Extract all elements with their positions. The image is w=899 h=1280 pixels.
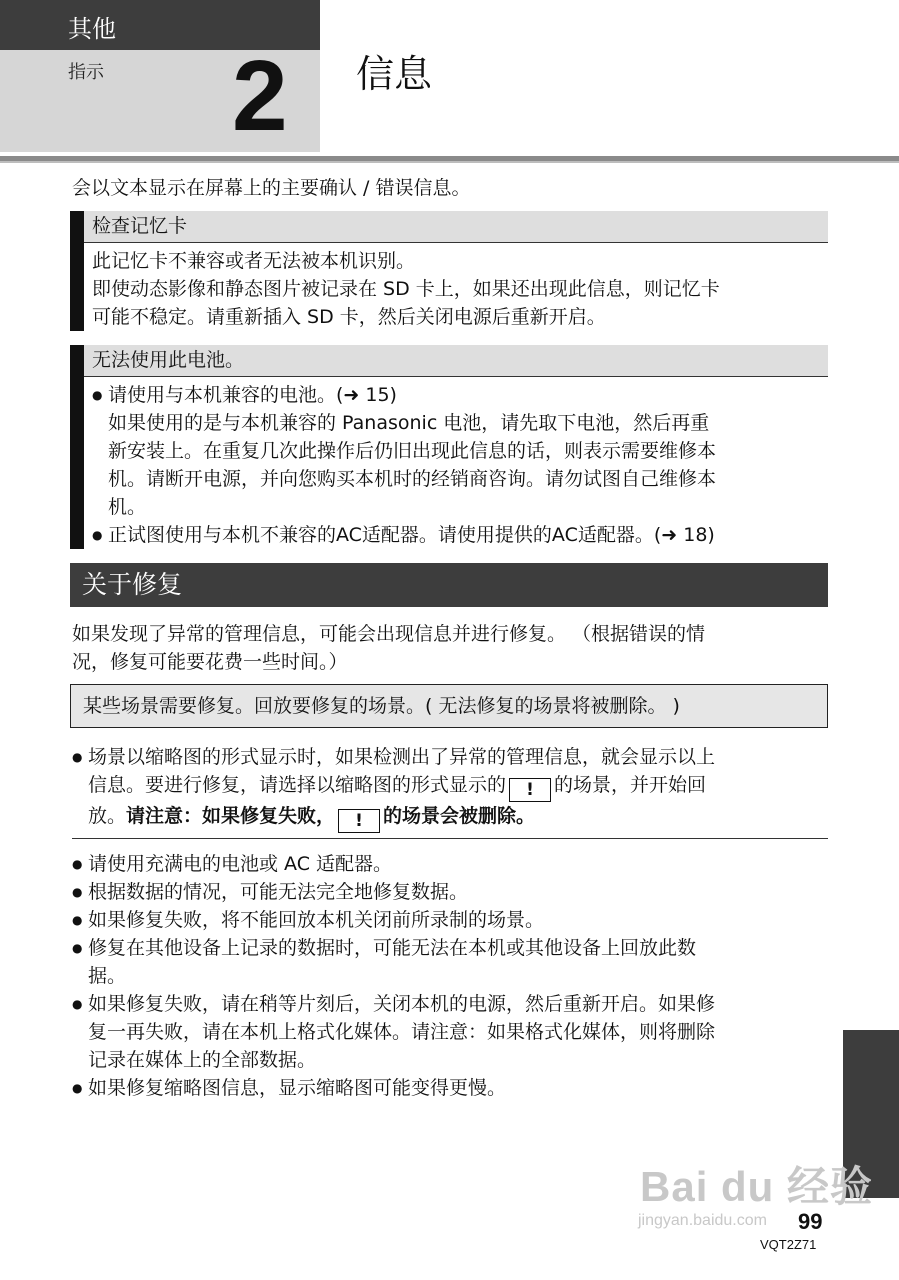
text-line: ● 场景以缩略图的形式显示时，如果检测出了异常的管理信息，就会显示以上 (88, 746, 716, 768)
text-line: 如果使用的是与本机兼容的 Panasonic 电池，请先取下电池，然后再重 (108, 412, 710, 434)
text-line: ● 根据数据的情况，可能无法完全地修复数据。 (88, 881, 469, 903)
model-code: VQT2Z71 (760, 1237, 817, 1252)
text-span: 的场景，并开始回 (554, 774, 707, 796)
baidu-watermark-logo: Bai du 经验 (640, 1163, 874, 1210)
message-title: 无法使用此电池。 (84, 345, 828, 377)
list-item (72, 850, 828, 878)
list-item (92, 381, 828, 521)
list-item (72, 906, 828, 934)
text-line: 况，修复可能要花费一些时间。） (72, 651, 348, 673)
warning-text: 请注意：如果修复失败， (126, 805, 336, 827)
text-line: 记录在媒体上的全部数据。 (88, 1049, 317, 1071)
text-line: ● 修复在其他设备上记录的数据时，可能无法在本机或其他设备上回放此数 (88, 937, 697, 959)
box-marker-bar (70, 345, 84, 549)
text-span: 信息。要进行修复，请选择以缩略图的形式显示的 (88, 774, 507, 796)
divider (72, 838, 828, 839)
message-explanation (92, 377, 828, 549)
intro-text: 会以文本显示在屏幕上的主要确认 / 错误信息。 (72, 177, 471, 199)
text-line (88, 802, 828, 833)
text-line: 复一再失败，请在本机上格式化媒体。请注意：如果格式化媒体，则将删除 (88, 1021, 716, 1043)
text-line: 如果发现了异常的管理信息，可能会出现信息并进行修复。 （根据错误的情 (72, 623, 706, 645)
section-header-bar (70, 563, 828, 607)
list-item (92, 521, 828, 549)
text-line: 此记忆卡不兼容或者无法被本机识别。 (92, 250, 416, 272)
list-item (72, 878, 828, 906)
list-item (72, 934, 828, 990)
text-line: 即使动态影像和静态图片被记录在 SD 卡上，如果还出现此信息，则记忆卡 (92, 278, 720, 300)
warning-text: 的场景会被删除。 (383, 805, 536, 827)
list-item (72, 990, 828, 1074)
list-item (72, 1074, 828, 1102)
list-item (72, 743, 828, 833)
section-title: 关于修复 (82, 570, 183, 599)
warning-icon: ! (509, 778, 551, 802)
repair-message-box: 某些场景需要修复。回放要修复的场景。( 无法修复的场景将被删除。 ) (70, 684, 828, 728)
message-title: 检查记忆卡 (84, 211, 828, 243)
section-label: 其他 (68, 15, 116, 43)
text-line: ● 请使用充满电的电池或 AC 适配器。 (88, 853, 393, 875)
text-line: 据。 (88, 965, 127, 987)
text-span: 放。 (88, 805, 127, 827)
message-explanation (92, 243, 828, 331)
text-line: 新安装上。在重复几次此操作后仍旧出现此信息的话，则表示需要维修本 (108, 440, 717, 462)
chapter-number: 2 (232, 40, 288, 152)
repair-bullets (72, 850, 828, 1102)
text-line: 可能不稳定。请重新插入 SD 卡，然后关闭电源后重新开启。 (92, 306, 606, 328)
text-line: ● 请使用与本机兼容的电池。(➜ 15) (108, 384, 397, 406)
page-title: 信息 (356, 52, 433, 96)
page-number: 99 (798, 1209, 823, 1234)
text-line (88, 771, 828, 802)
message-box-battery (70, 345, 828, 549)
text-line: 机。请断开电源，并向您购买本机时的经销商咨询。请勿试图自己维修本 (108, 468, 717, 490)
text-line: ● 如果修复失败，请在稍等片刻后，关闭本机的电源，然后重新开启。如果修 (88, 993, 716, 1015)
box-marker-bar (70, 211, 84, 331)
text-line: ● 如果修复失败，将不能回放本机关闭前所录制的场景。 (88, 909, 545, 931)
repair-note (72, 743, 828, 833)
message-box-card (70, 211, 828, 331)
header-rule-light (0, 161, 899, 163)
section-description (72, 620, 828, 676)
text-line: ● 正试图使用与本机不兼容的AC适配器。请使用提供的AC适配器。(➜ 18) (108, 524, 715, 546)
warning-icon: ! (338, 809, 380, 833)
watermark-url: jingyan.baidu.com (638, 1212, 767, 1229)
text-line: ● 如果修复缩略图信息，显示缩略图可能变得更慢。 (88, 1077, 507, 1099)
text-line: 机。 (108, 496, 147, 518)
subsection-label: 指示 (68, 62, 104, 83)
